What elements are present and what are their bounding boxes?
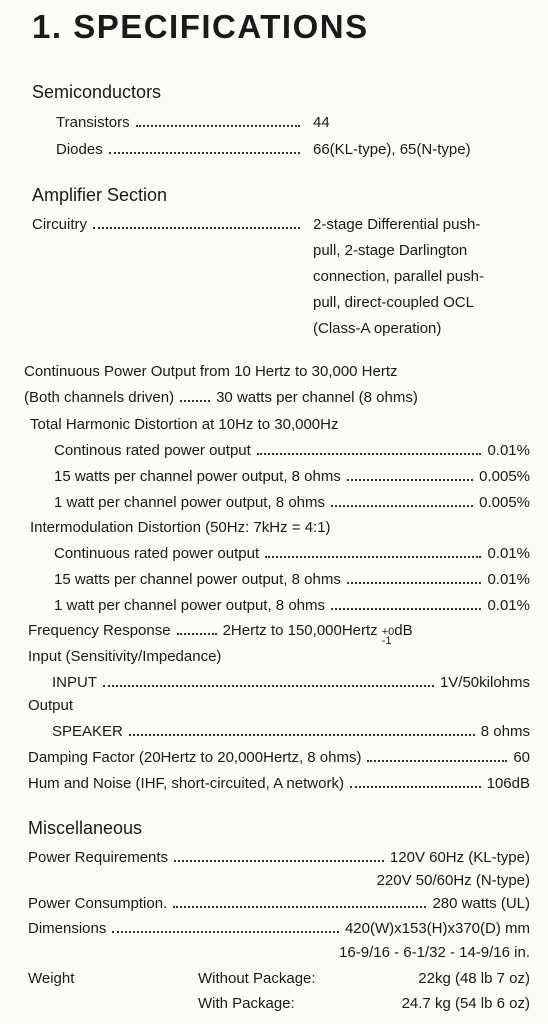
dot-leader <box>93 227 300 229</box>
thd-row <box>54 494 530 511</box>
diodes-row <box>56 141 306 158</box>
output-heading: Output <box>28 697 74 714</box>
thd-row-value: 0.01% <box>487 442 530 459</box>
frequency-response-unit: dB <box>394 622 413 639</box>
dot-leader <box>331 608 481 610</box>
circuitry-label: Circuitry <box>32 216 87 233</box>
amplifier-heading: Amplifier Section <box>32 185 168 205</box>
speaker-value: 8 ohms <box>480 723 530 740</box>
power-requirements-value: 120V 60Hz (KL-type) <box>389 849 530 866</box>
dot-leader <box>347 582 482 584</box>
speaker-row <box>52 723 530 740</box>
semiconductors-heading: Semiconductors <box>32 82 162 102</box>
circuitry-line: connection, parallel push- <box>313 268 484 285</box>
frequency-response-value: 2Hertz to 150,000Hertz <box>222 622 378 639</box>
power-requirements-value-2: 220V 50/60Hz (N-type) <box>376 872 530 889</box>
thd-row-label: 1 watt per channel power output, 8 ohms <box>54 494 325 511</box>
input-value: 1V/50kilohms <box>439 674 530 691</box>
circuitry-line: pull, direct-coupled OCL <box>313 294 474 311</box>
hum-value: 106dB <box>486 775 530 792</box>
transistors-label: Transistors <box>56 114 130 131</box>
weight-with-value: 24.7 kg (54 lb 6 oz) <box>401 995 530 1012</box>
imd-row-value: 0.01% <box>487 571 530 588</box>
thd-row <box>54 468 530 485</box>
power-consumption-row <box>28 895 530 912</box>
thd-row-label: Continous rated power output <box>54 442 251 459</box>
thd-heading: Total Harmonic Distortion at 10Hz to 30,000Hz <box>30 416 339 433</box>
power-consumption-label: Power Consumption. <box>28 895 168 912</box>
dot-leader <box>180 400 210 402</box>
circuitry-line: pull, 2-stage Darlington <box>313 242 468 259</box>
tolerance-minus: -1 <box>381 635 392 647</box>
imd-heading: Intermodulation Distortion (50Hz: 7kHz = 4:1) <box>30 519 331 536</box>
frequency-response-row <box>28 622 530 646</box>
imd-row-label: Continuous rated power output <box>54 545 260 562</box>
hum-label: Hum and Noise (IHF, short-circuited, A network) <box>28 775 344 792</box>
dot-leader <box>347 479 473 481</box>
diodes-value: 66(KL-type), 65(N-type) <box>313 141 471 158</box>
imd-row-value: 0.01% <box>487 545 530 562</box>
dot-leader <box>112 931 339 933</box>
transistors-row <box>56 114 306 131</box>
dot-leader <box>367 760 507 762</box>
circuitry-line: 2-stage Differential push- <box>313 216 481 233</box>
damping-row <box>28 749 530 766</box>
imd-row <box>54 597 530 614</box>
dot-leader <box>331 505 473 507</box>
dot-leader <box>136 125 300 127</box>
continuous-power-label: (Both channels driven) <box>24 389 175 406</box>
input-heading: Input (Sensitivity/Impedance) <box>28 648 222 665</box>
imd-row <box>54 545 530 562</box>
dimensions-label: Dimensions <box>28 920 107 937</box>
imd-row-label: 15 watts per channel power output, 8 ohms <box>54 571 341 588</box>
circuitry-line: (Class-A operation) <box>313 320 442 337</box>
dot-leader <box>103 685 434 687</box>
continuous-power-line: Continuous Power Output from 10 Hertz to 30,000 Hertz <box>24 363 398 380</box>
weight-without-value: 22kg (48 lb 7 oz) <box>418 970 530 987</box>
misc-heading: Miscellaneous <box>28 818 143 838</box>
dot-leader <box>173 906 426 908</box>
power-consumption-value: 280 watts (UL) <box>432 895 530 912</box>
damping-value: 60 <box>513 749 530 766</box>
power-requirements-row <box>28 849 530 866</box>
dimensions-value: 420(W)x153(H)x370(D) mm <box>344 920 530 937</box>
dimensions-value-2: 16-9/16 - 6-1/32 - 14-9/16 in. <box>339 944 530 961</box>
hum-row <box>28 775 530 792</box>
dimensions-row <box>28 920 530 937</box>
imd-row-value: 0.01% <box>487 597 530 614</box>
continuous-power-value: 30 watts per channel (8 ohms) <box>216 389 418 406</box>
continuous-power-row <box>24 389 539 406</box>
weight-without-label: Without Package: <box>198 970 316 987</box>
input-row <box>52 674 530 691</box>
thd-row-value: 0.005% <box>479 468 530 485</box>
frequency-response-label: Frequency Response <box>28 622 171 639</box>
dot-leader <box>174 860 384 862</box>
thd-row-label: 15 watts per channel power output, 8 ohms <box>54 468 341 485</box>
dot-leader <box>129 734 475 736</box>
weight-label: Weight <box>28 970 75 987</box>
imd-row <box>54 571 530 588</box>
dot-leader <box>177 633 217 635</box>
power-requirements-label: Power Requirements <box>28 849 169 866</box>
dot-leader <box>109 152 300 154</box>
tolerance-plus: +0 <box>381 626 395 638</box>
weight-with-label: With Package: <box>198 995 295 1012</box>
damping-label: Damping Factor (20Hertz to 20,000Hertz, 8 ohms) <box>28 749 362 766</box>
dot-leader <box>265 556 481 558</box>
diodes-label: Diodes <box>56 141 103 158</box>
input-label: INPUT <box>52 674 97 691</box>
imd-row-label: 1 watt per channel power output, 8 ohms <box>54 597 325 614</box>
thd-row-value: 0.005% <box>479 494 530 511</box>
circuitry-row <box>32 216 306 233</box>
dot-leader <box>350 786 481 788</box>
speaker-label: SPEAKER <box>52 723 123 740</box>
dot-leader <box>257 453 482 455</box>
thd-row <box>54 442 530 459</box>
transistors-value: 44 <box>313 114 330 131</box>
tolerance <box>382 628 395 646</box>
page-title: 1. SPECIFICATIONS <box>32 8 369 45</box>
